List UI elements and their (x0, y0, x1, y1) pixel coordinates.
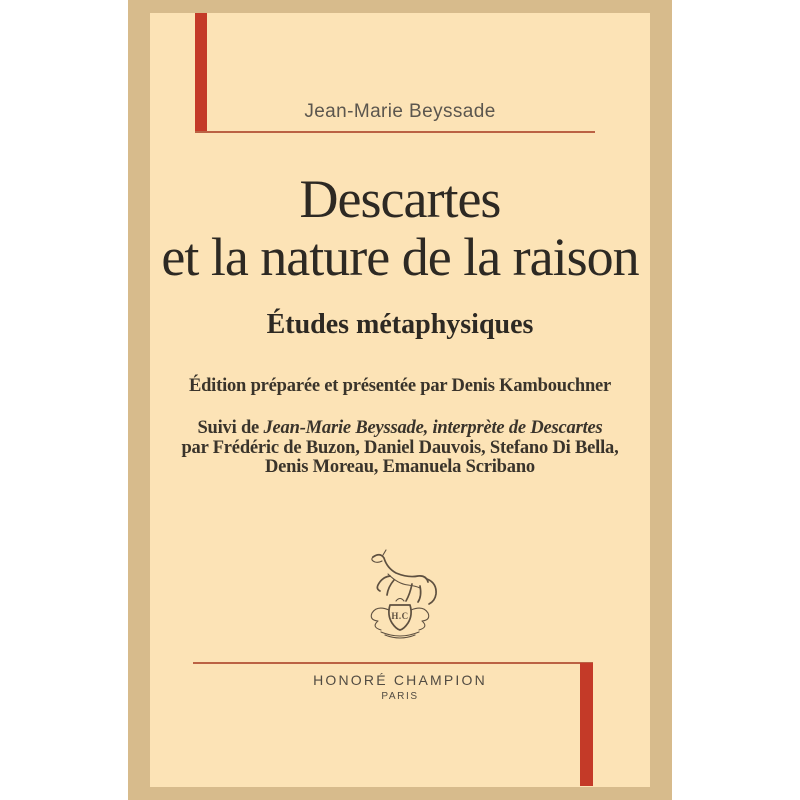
contributors-note (128, 419, 672, 478)
publisher-logo (350, 544, 450, 644)
publisher-name: HONORÉ CHAMPION (313, 672, 487, 688)
accent-rule-top (195, 131, 595, 133)
contributors-line-2: par Frédéric de Buzon, Daniel Dauvois, Stefano Di Bella, (181, 437, 619, 458)
book-subtitle: Études métaphysiques (266, 309, 534, 340)
contributors-italic-title: Jean-Marie Beyssade, interprète de Descartes (263, 418, 603, 438)
publisher-city: PARIS (381, 691, 419, 702)
book-title-line-1: Descartes (299, 169, 501, 229)
edition-note: Édition préparée et présentée par Denis Kambouchner (188, 376, 612, 396)
contributors-line-1 (128, 419, 672, 439)
horse-crest-icon (350, 544, 450, 644)
accent-rule-bottom (193, 662, 593, 664)
book-title (128, 170, 672, 286)
book-title-line-2: et la nature de la raison (161, 227, 639, 287)
author-name: Jean-Marie Beyssade (304, 101, 496, 122)
contributors-line-3: Denis Moreau, Emanuela Scribano (265, 457, 535, 477)
contributors-prefix: Suivi de (197, 418, 264, 438)
book-cover (128, 0, 672, 800)
cover-inner-field (150, 13, 650, 787)
publisher-monogram: H.C (391, 611, 409, 621)
